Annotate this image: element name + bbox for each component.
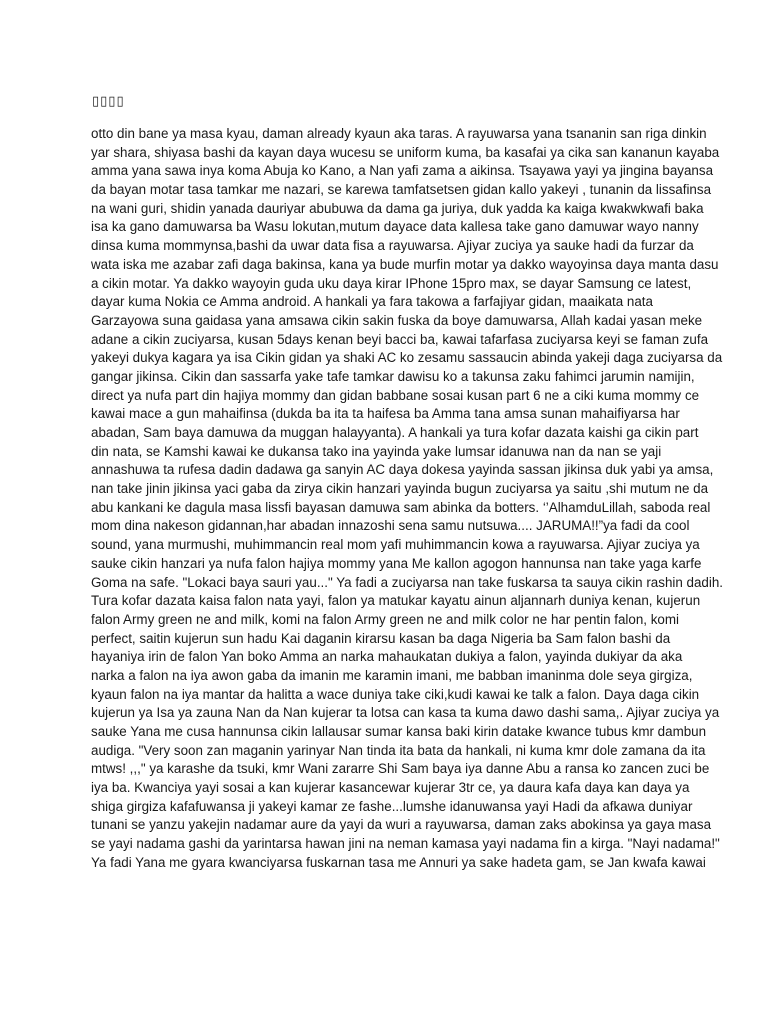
text-line: shiga girgiza kafafuwansa ji yakeyi kamar ze fashe...lumshe idanuwansa yayi Hadi da afkawa duniyar [91, 798, 693, 814]
text-line: yar shara, shiyasa bashi da kayan daya wucesu se uniform kuma, ba kasafai ya cika san kananun kayaba [91, 144, 720, 160]
text-line: nan take jinin jikinsa yaci gaba da zirya cikin hanzari yayinda bugun zuciyarsa ya saitu ,shi mutum ne da [91, 481, 709, 497]
text-line: sauke cikin hanzari ya nufa falon hajiya mommy yana Me kallon agogon hannunsa nan take yaga karfe [91, 555, 702, 571]
text-line: falon Army green ne and milk, komi na falon Army green ne and milk color ne har pentin falon, komi [91, 611, 680, 627]
text-line: hayaniya irin de falon Yan boko Amma an narka mahaukatan dukiya a falon, yayinda dukiyar da aka [91, 649, 683, 665]
text-line: amma yana sawa inya koma Abuja ko Kano, a Nan yafi zama a aikinsa. Tsayawa yayi ya jingina bayansa [91, 163, 714, 179]
text-line: na wani guri, shidin yanada dauriyar abubuwa da dama ga juriya, duk yadda ka kaiga kwakwkwafi baka [91, 200, 704, 216]
text-line: audiga. "Very soon zan maganin yarinyar Nan tinda ita bata da hankali, ni kuma kmr dole zamana da ita [91, 742, 706, 758]
text-line: otto din bane ya masa kyau, daman already kyaun aka taras. A rayuwarsa yana tsananin san riga dinkin [91, 126, 707, 141]
text-line: Tura kofar dazata kaisa falon nata yayi, falon ya matukar kayatu ainun aljannarh duniya kenan, kujerun [91, 593, 701, 609]
header-glyphs: ▯▯▯▯ [92, 94, 125, 109]
text-line: tunani se yanzu yakejin nadamar aure da yayi da wuri a rayuwarsa, daman zaks abokinsa ya gaya masa [91, 817, 712, 833]
text-line: narka a falon na iya awon gaba da imanin me karamin imani, me babban imaninma dole seya girgiza, [91, 667, 693, 683]
text-line: iya ba. Kwanciya yayi sosai a kan kujerar kasancewar kujerar 3tr ce, ya daura kafa daya kan daya ya [91, 780, 690, 796]
body-text [91, 125, 724, 873]
text-line: dinsa kuma mommynsa,bashi da uwar data fisa a rayuwarsa. Ajiyar zuciya ya sauke hadi da furzar da [91, 238, 694, 254]
text-line: abu kankani ke dagula masa lissfi bayasan damuwa sam abinka da botters. ‘’AlhamduLillah, saboda real [91, 499, 711, 515]
text-line: abadan, Sam baya damuwa da muggan halayyanta). A hankali ya tura kofar dazata kaishi ga cikin part [91, 425, 699, 440]
text-line: gangar jikinsa. Cikin dan sassarfa yake tafe tamkar dawisu ko a takunsa zaku fahimci jarumin namijin, [91, 368, 695, 384]
text-line: dayar kuma Nokia ce Amma android. A hankali ya fara takowa a farfajiyar gidan, maaikata nata [91, 294, 653, 310]
text-line: annashuwa ta rufesa dadin dadawa ga sanyin AC daya dokesa yayinda sassan jikinsa duk yabi ya amsa, [91, 462, 714, 478]
text-line: isa ka gano damuwarsa ba Wasu lokutan,mutum dayace data kallesa take gano damuwar wayo nanny [91, 219, 699, 235]
text-line: din nata, se Kamshi kawai ke dukansa tako ina yayinda yake lumsar idanuwa nan da nan se yaji [91, 443, 662, 459]
text-line: kyaun falon na iya mantar da halitta a wace duniya take ciki,kudi kawai ke talk a falon. Daya daga cikin [91, 686, 700, 702]
text-line: wata iska me azabar zafi daga bakinsa, kana ya bude murfin motar ya dakko wayoyinsa daya manta dasu [91, 256, 719, 272]
text-line: Goma na safe. "Lokaci baya sauri yau..." Ya fadi a zuciyarsa nan take fuskarsa ta sauya cikin rashin dadih. [91, 574, 724, 590]
text-line: a cikin motar. Ya dakko wayoyin guda uku daya kirar IPhone 15pro max, se dayar Samsung ce latest, [91, 275, 692, 291]
text-line: sound, yana murmushi, muhimmancin real mom yafi muhimmancin kowa a rayuwarsa. Ajiyar zuciya ya [91, 537, 700, 553]
text-line: mtws! ,,," ya karashe da tsuki, kmr Wani zararre Shi Sam baya iya danne Abu a ransa ko zancen zuci be [91, 761, 710, 777]
text-line: direct ya nufa part din hajiya mommy dan gidan babbane sosai kusan part 6 ne a ciki kuma mommy ce [91, 387, 700, 403]
text-line: Ya fadi Yana me gyara kwanciyarsa fuskarnan tasa me Annuri ya sake hadeta gam, se Jan kwafa kawai [91, 854, 706, 870]
text-line: kawai mace a gun mahaifinsa (dukda ba ita ta haifesa ba Amma tana amsa sunan mahaifiyarsa har [91, 406, 680, 422]
text-line: mom dina nakeson gidannan,har abadan innazoshi sena samu nutsuwa.... JARUMA!!”ya fadi da cool [91, 518, 690, 534]
text-line: se yayi nadama gashi da yarintarsa hawan jini na neman kamasa yayi nadama fin a kirga. "Nayi nadama!" [91, 836, 720, 852]
text-line: da bayan motar tasa tamkar me nazari, se karewa tamfatsetsen gidan kallo yakeyi , tunanin da lissafinsa [91, 182, 712, 198]
text-line: Garzayowa suna gaidasa yana amsawa cikin sakin fuska da boye damuwarsa, Allah kadai yasan meke [91, 312, 703, 328]
text-line: adane a cikin zuciyarsa, kusan 5days kenan beyi bacci ba, kawai tafarfasa zuciyarsa keyi se faman zufa [91, 331, 709, 347]
text-line: kujerun ya Isa ya zauna Nan da Nan kujerar ta lotsa can kasa ta kuma dawo dashi sama,. Ajiyar zuciya ya [91, 705, 720, 721]
text-line: perfect, saitin kujerun sun hadu Kai daganin kirarsu kasan ba daga Nigeria ba Sam falon bashi da [91, 630, 671, 646]
text-line: sauke Yana me cusa hannunsa cikin lallausar sumar kansa baki kirin datake kwance tubus kmr dambun [91, 724, 707, 739]
text-line: yakeyi dukya kagara ya isa Cikin gidan ya shaki AC ko zesamu sassaucin abinda yakeji daga zuciyarsa da [91, 350, 723, 366]
